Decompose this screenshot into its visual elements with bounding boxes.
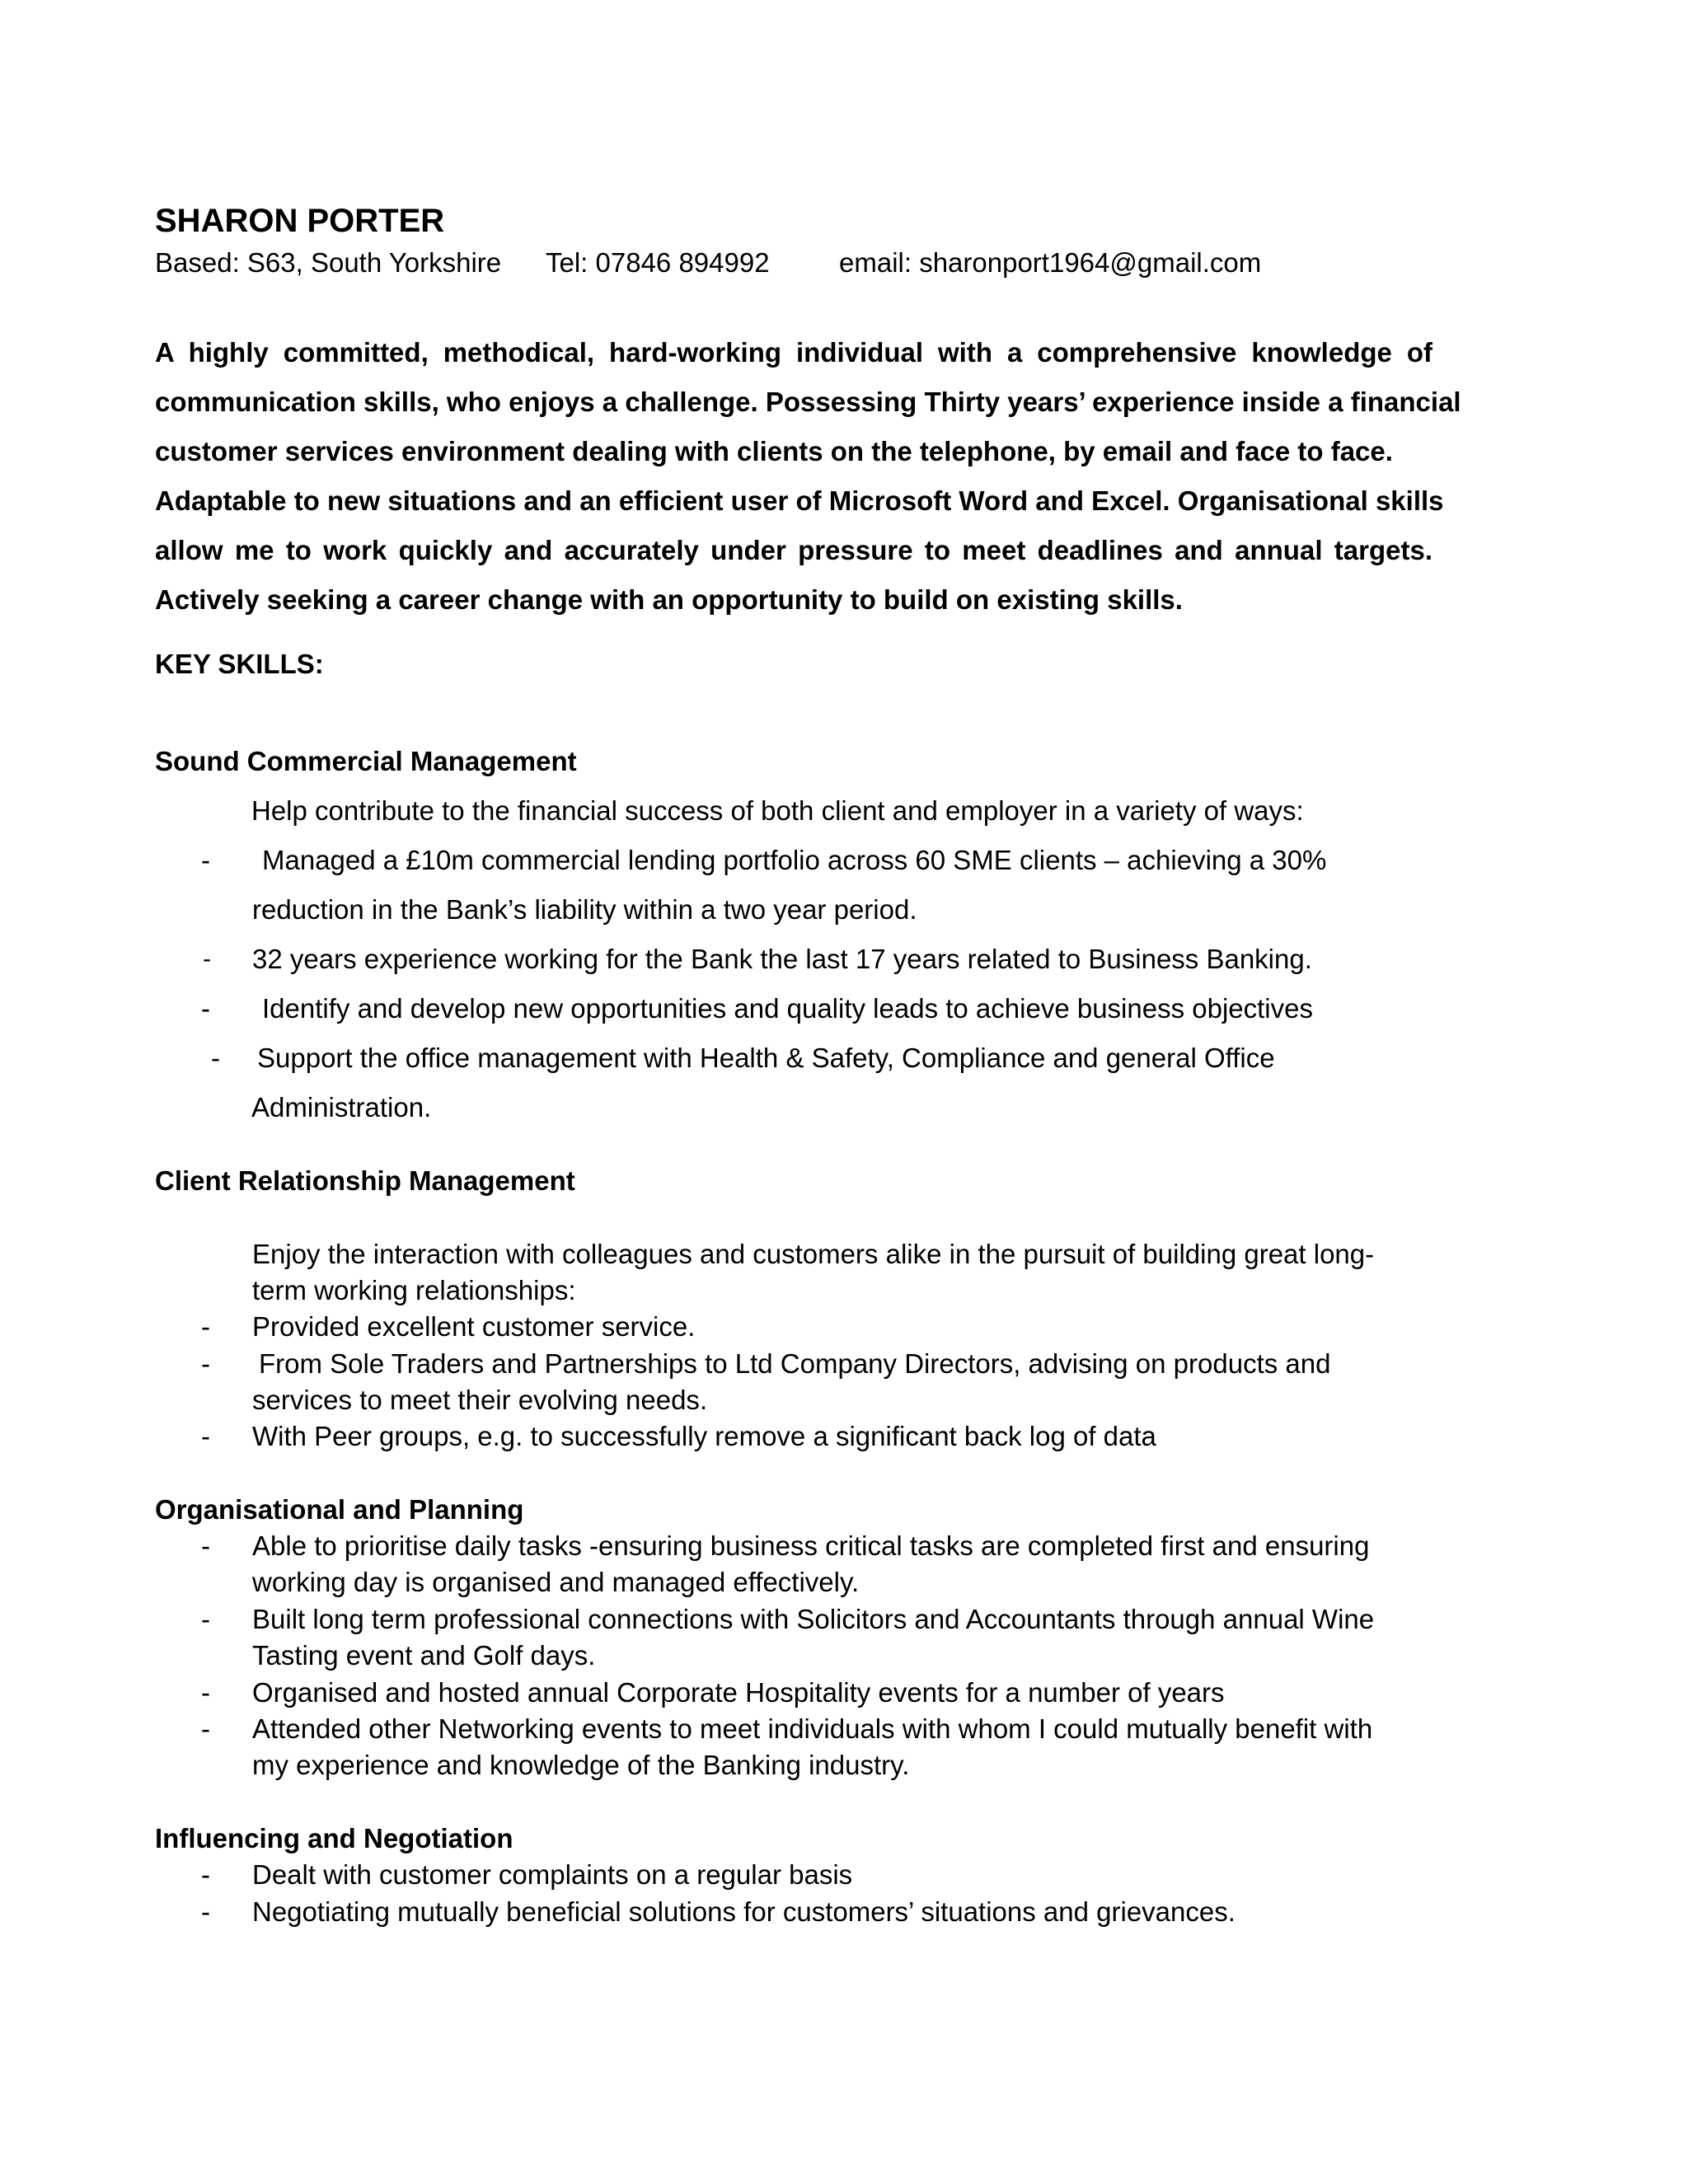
list-item: From Sole Traders and Partnerships to Ltd Company Directors, advising on products and [259,1348,1331,1379]
profile-summary [155,328,1461,625]
bullet-marker: - [201,1311,210,1342]
summary-line: Adaptable to new situations and an efficient user of Microsoft Word and Excel. Organisational skills [155,485,1444,516]
location-text: Based: S63, South Yorkshire [155,247,502,278]
list-item: Provided excellent customer service. [252,1311,696,1342]
bullet-marker: - [203,945,211,972]
list-item: Attended other Networking events to meet individuals with whom I could mutually benefit with [252,1713,1373,1744]
list-item-continuation: working day is organised and managed effectively. [252,1567,860,1597]
list-item: Dealt with customer complaints on a regular basis [252,1859,853,1890]
list-item: Identify and develop new opportunities and quality leads to achieve business objectives [262,993,1313,1024]
summary-line: communication skills, who enjoys a challenge. Possessing Thirty years’ experience inside a financial [155,387,1461,417]
telephone-text: Tel: 07846 894992 [546,247,770,278]
section-heading-client: Client Relationship Management [155,1165,575,1196]
list-item: Support the office management with Health & Safety, Compliance and general Office [257,1043,1275,1073]
section-heading-influencing: Influencing and Negotiation [155,1823,513,1854]
list-item-continuation: services to meet their evolving needs. [252,1385,708,1415]
list-item: Built long term professional connections with Solicitors and Accountants through annual Wine [252,1604,1375,1634]
summary-line: customer services environment dealing with clients on the telephone, by email and face to face. [155,436,1393,466]
client-intro: term working relationships: [252,1275,576,1305]
bullet-marker: - [201,845,210,875]
email-text: email: sharonport1964@gmail.com [839,247,1262,278]
list-item-continuation: Administration. [251,1092,432,1122]
bullet-marker: - [211,1043,220,1073]
key-skills-heading: KEY SKILLS: [155,649,324,679]
list-item: With Peer groups, e.g. to successfully remove a significant back log of data [252,1421,1156,1451]
bullet-marker: - [201,1677,210,1708]
candidate-name: SHARON PORTER [155,203,445,239]
section-heading-commercial: Sound Commercial Management [155,746,577,776]
summary-line: Actively seeking a career change with an opportunity to build on existing skills. [155,584,1183,615]
list-item: Organised and hosted annual Corporate Hospitality events for a number of years [252,1677,1225,1708]
client-intro: Enjoy the interaction with colleagues and customers alike in the pursuit of building great long- [252,1239,1375,1269]
section-heading-organisational: Organisational and Planning [155,1494,524,1525]
bullet-marker: - [201,1421,210,1451]
bullet-marker: - [201,1859,210,1890]
list-item-continuation: Tasting event and Golf days. [252,1640,596,1671]
bullet-marker: - [201,1604,210,1634]
bullet-marker: - [201,1348,210,1379]
bullet-marker: - [201,1896,210,1927]
list-item: Negotiating mutually beneficial solutions for customers’ situations and grievances. [252,1896,1236,1927]
list-item: Able to prioritise daily tasks -ensuring business critical tasks are completed first and ensuring [252,1530,1370,1561]
summary-line: allow me to work quickly and accurately under pressure to meet deadlines and annual targets. [155,535,1432,565]
list-item: Managed a £10m commercial lending portfolio across 60 SME clients – achieving a 30% [262,845,1327,875]
commercial-intro: Help contribute to the financial success of both client and employer in a variety of ways: [251,795,1304,826]
bullet-marker: - [201,993,210,1024]
list-item: 32 years experience working for the Bank the last 17 years related to Business Banking. [252,944,1312,974]
summary-line: A highly committed, methodical, hard-working individual with a comprehensive knowledge of [155,337,1432,368]
bullet-marker: - [201,1530,210,1561]
list-item-continuation: my experience and knowledge of the Banking industry. [252,1750,910,1780]
bullet-marker: - [201,1713,210,1744]
list-item-continuation: reduction in the Bank’s liability within a two year period. [252,894,917,925]
